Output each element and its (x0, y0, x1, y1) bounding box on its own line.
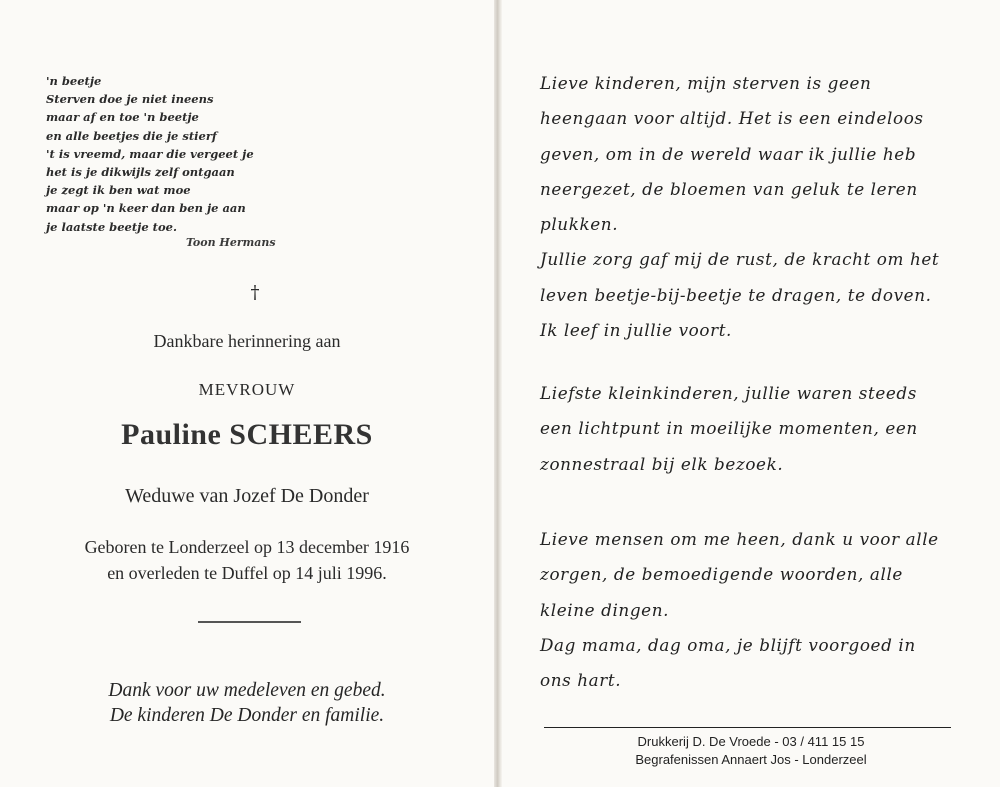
poem-line: je zegt ik ben wat moe (46, 183, 191, 198)
poem-line: je laatste beetje toe. (46, 219, 177, 234)
poem-line: Sterven doe je niet ineens (46, 92, 214, 107)
text-line: Lieve kinderen, mijn sterven is geen (540, 73, 872, 93)
poem-line: 't is vreemd, maar die vergeet je (46, 146, 254, 161)
text-line: leven beetje-bij-beetje te dragen, te doven. (540, 284, 932, 305)
thanks-line: Dank voor uw medeleven en gebed. (108, 680, 386, 701)
right-page (502, 0, 1000, 787)
text-line: Dag mama, dag oma, je blijft voorgoed in (540, 634, 916, 655)
card-fold (494, 0, 502, 787)
poem-line: maar op 'n keer dan ben je aan (46, 201, 246, 216)
text-line: Liefste kleinkinderen, jullie waren steeds (540, 383, 917, 403)
text-line: neergezet, de bloemen van geluk te leren (540, 178, 918, 199)
text-line: plukken. (540, 214, 619, 235)
poem-line: het is je dikwijls zelf ontgaan (46, 165, 235, 180)
birth-line: Geboren te Londerzeel op 13 december 1916 (84, 537, 410, 557)
paragraph-children (540, 66, 960, 348)
poem-line: 'n beetje (46, 74, 102, 88)
text-line: een lichtpunt in moeilijke momenten, een (540, 418, 918, 439)
widow-of-line: Weduwe van Jozef De Donder (125, 485, 369, 507)
text-line: Ik leef in jullie voort. (540, 320, 732, 341)
funeral-director-credit: Begrafenissen Annaert Jos - Londerzeel (635, 752, 867, 767)
death-line: en overleden te Duffel op 14 juli 1996. (107, 563, 387, 583)
paragraph-people (540, 522, 960, 698)
intro-text: Dankbare herinnering aan (153, 331, 341, 351)
family-line: De kinderen De Donder en familie. (109, 705, 385, 726)
cross-icon: † (250, 282, 260, 303)
text-line: zorgen, de bemoedigende woorden, alle (540, 564, 903, 585)
paragraph-grandchildren (540, 376, 960, 482)
text-line: geven, om in de wereld waar ik jullie heb (540, 143, 917, 164)
divider (198, 621, 301, 623)
poem-author: Toon Hermans (186, 236, 276, 249)
poem-line: en alle beetjes die je stierf (46, 128, 217, 143)
left-page (0, 0, 494, 787)
printer-credit: Drukkerij D. De Vroede - 03 / 411 15 15 (637, 734, 865, 749)
text-line: zonnestraal bij elk bezoek. (540, 453, 784, 474)
poem-line: maar af en toe 'n beetje (46, 110, 199, 125)
text-line: ons hart. (540, 670, 622, 691)
text-line: heengaan voor altijd. Het is een eindeloos (540, 108, 924, 129)
honorific-title: MEVROUW (198, 380, 296, 399)
text-line: Jullie zorg gaf mij de rust, de kracht om het (540, 249, 940, 270)
deceased-name: Pauline SCHEERS (121, 418, 373, 451)
text-line: Lieve mensen om me heen, dank u voor alle (540, 529, 939, 549)
footer-rule (544, 727, 951, 728)
poem (46, 72, 346, 236)
text-line: kleine dingen. (540, 599, 670, 620)
